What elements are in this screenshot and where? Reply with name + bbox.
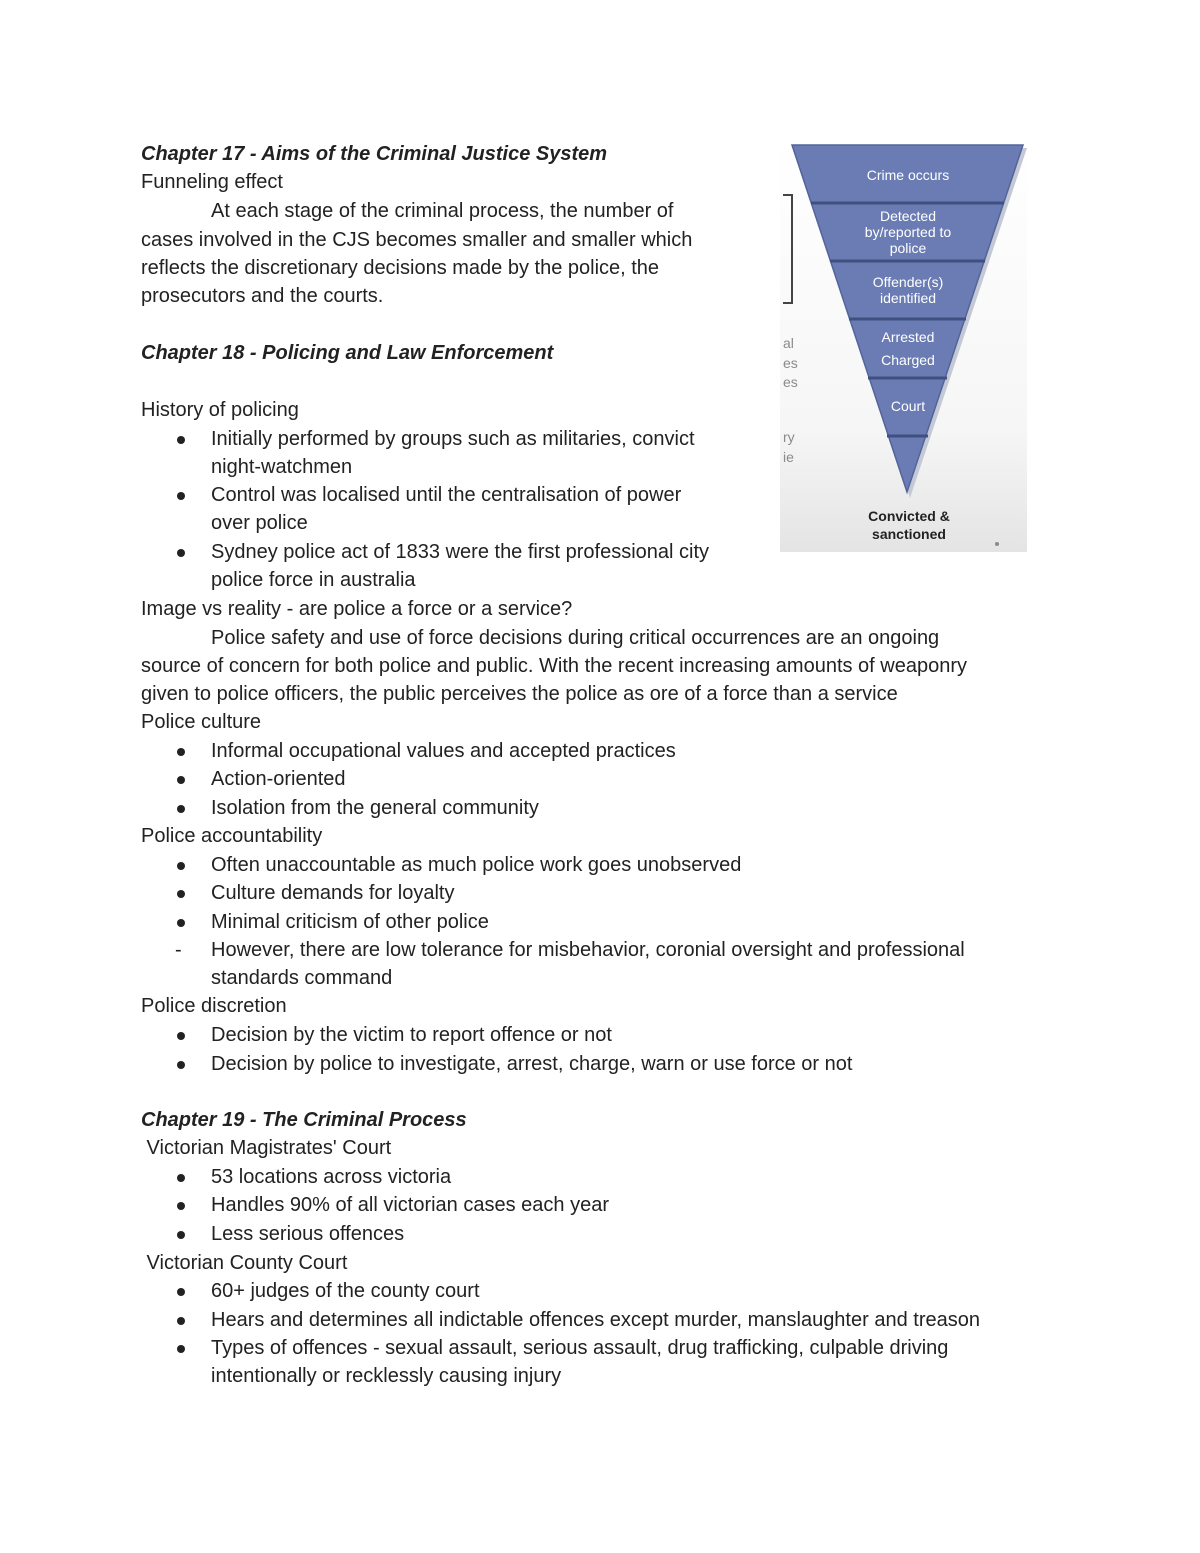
list-item: Informal occupational values and accepted practices	[211, 740, 676, 762]
convicted-label: Convicted &	[868, 508, 950, 524]
list-item: Decision by the victim to report offence or not	[211, 1024, 612, 1046]
stage-label-detected: Detected	[879, 208, 937, 224]
stage-label-charged: Charged	[881, 352, 935, 368]
stage-label-offender-identified: identified	[879, 290, 937, 306]
cropped-text-fragment: es	[783, 355, 798, 371]
list-item: Control was localised until the centralisation of power	[211, 484, 682, 506]
police-culture-title: Police culture	[141, 711, 262, 733]
stage-label-court: Court	[890, 398, 926, 414]
paragraph-line: At each stage of the criminal process, the number of	[211, 200, 674, 222]
paragraph-line: given to police officers, the public perceives the police as ore of a force than a service	[141, 683, 898, 705]
bullet-icon	[177, 1061, 185, 1069]
police-accountability-title: Police accountability	[141, 825, 323, 847]
convicted-label: sanctioned	[872, 526, 946, 542]
stage-label-crime-occurs: Crime occurs	[866, 167, 950, 183]
list-item: Handles 90% of all victorian cases each year	[211, 1194, 609, 1216]
history-of-policing-title: History of policing	[141, 399, 299, 421]
list-item-continued: intentionally or recklessly causing injury	[211, 1365, 562, 1387]
dash-bullet-icon: -	[175, 939, 182, 961]
police-discretion-title: Police discretion	[141, 995, 287, 1017]
paragraph-line: source of concern for both police and public. With the recent increasing amounts of weaponry	[141, 655, 968, 677]
stage-label-arrested: Arrested	[881, 329, 935, 345]
paragraph-line: cases involved in the CJS becomes smaller and smaller which	[141, 229, 693, 251]
bullet-icon	[177, 1202, 185, 1210]
cropped-text-fragment: ie	[783, 449, 794, 465]
stage-label-detected: by/reported to	[864, 224, 952, 240]
list-item: Types of offences - sexual assault, serious assault, drug trafficking, culpable driving	[211, 1337, 949, 1359]
bullet-icon	[177, 1317, 185, 1325]
list-item: Culture demands for loyalty	[211, 882, 455, 904]
list-item: Sydney police act of 1833 were the first professional city	[211, 541, 710, 563]
list-item: Decision by police to investigate, arrest, charge, warn or use force or not	[211, 1053, 853, 1075]
list-item: 60+ judges of the county court	[211, 1280, 480, 1302]
bullet-icon	[177, 805, 185, 813]
paragraph-line: Police safety and use of force decisions during critical occurrences are an ongoing	[211, 627, 940, 649]
list-item-continued: night-watchmen	[211, 456, 353, 478]
cropped-text-fragment: es	[783, 374, 798, 390]
bullet-icon	[177, 748, 185, 756]
list-item: 53 locations across victoria	[211, 1166, 452, 1188]
county-court-title: Victorian County Court	[141, 1252, 348, 1274]
chapter-19-heading: Chapter 19 - The Criminal Process	[141, 1109, 467, 1131]
list-item-continued: police force in australia	[211, 569, 416, 591]
bullet-icon	[177, 1174, 185, 1182]
bullet-icon	[177, 890, 185, 898]
list-item: Isolation from the general community	[211, 797, 539, 819]
bullet-icon	[177, 436, 185, 444]
cropped-text-fragment: al	[783, 335, 794, 351]
list-item: Action-oriented	[211, 768, 346, 790]
stage-label-detected: police	[889, 240, 927, 256]
cropped-text-fragment: ry	[783, 429, 795, 445]
magistrates-court-title: Victorian Magistrates' Court	[141, 1137, 392, 1159]
list-item: Minimal criticism of other police	[211, 911, 489, 933]
bullet-icon	[177, 862, 185, 870]
bullet-icon	[177, 919, 185, 927]
bullet-icon	[177, 1345, 185, 1353]
bullet-icon	[177, 492, 185, 500]
funnel-diagram	[780, 140, 1027, 552]
list-item: Initially performed by groups such as militaries, convict	[211, 428, 695, 450]
chapter-17-heading: Chapter 17 - Aims of the Criminal Justice System	[141, 143, 608, 165]
bullet-icon	[177, 1288, 185, 1296]
image-vs-reality-title: Image vs reality - are police a force or a service?	[141, 598, 573, 620]
bullet-icon	[177, 549, 185, 557]
paragraph-line: reflects the discretionary decisions made by the police, the	[141, 257, 660, 279]
list-item-continued: standards command	[211, 967, 393, 989]
list-item-continued: over police	[211, 512, 308, 534]
list-item: Often unaccountable as much police work goes unobserved	[211, 854, 742, 876]
list-item: However, there are low tolerance for misbehavior, coronial oversight and professional	[211, 939, 965, 961]
bullet-icon	[177, 776, 185, 784]
list-item: Hears and determines all indictable offences except murder, manslaughter and treason	[211, 1309, 980, 1331]
list-item: Less serious offences	[211, 1223, 405, 1245]
bullet-icon	[177, 1032, 185, 1040]
stage-label-offender-identified: Offender(s)	[872, 274, 944, 290]
corner-dot	[995, 542, 999, 546]
funneling-effect-subheading: Funneling effect	[141, 171, 283, 193]
bullet-icon	[177, 1231, 185, 1239]
paragraph-line: prosecutors and the courts.	[141, 285, 384, 307]
chapter-18-heading: Chapter 18 - Policing and Law Enforcement	[141, 342, 554, 364]
